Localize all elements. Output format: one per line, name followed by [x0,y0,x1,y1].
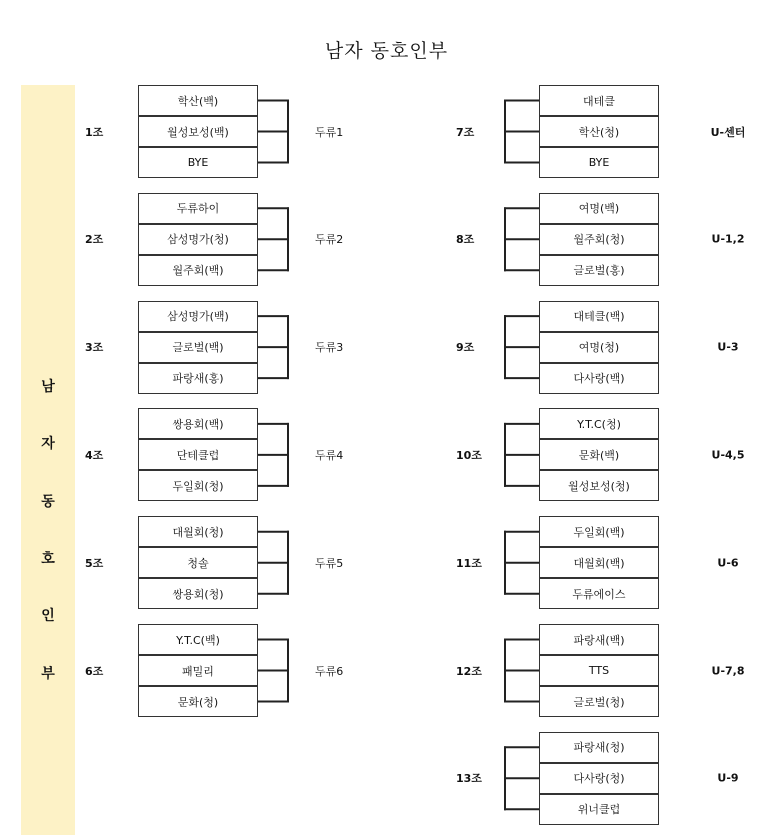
group-label: 12조 [456,664,482,678]
team-box: 문화(백) [539,439,659,470]
team-box: 월성보성(백) [138,116,258,147]
group-label: 10조 [456,448,482,462]
team-box: 삼성명가(백) [138,301,258,332]
group-label: 11조 [456,556,482,570]
team-box: 학산(백) [138,85,258,116]
side-label-char: 동 [41,494,55,510]
team-box: 여명(백) [539,193,659,224]
result-label: 두류1 [315,125,344,139]
team-box: 글로벌(백) [138,332,258,363]
side-label-char: 남 [41,379,55,395]
group-label: 9조 [456,341,475,355]
court-label: U-4,5 [711,448,745,462]
group-label: 7조 [456,125,475,139]
result-label: 두류5 [315,556,344,570]
result-label: 두류3 [315,341,344,355]
team-box: 월성보성(청) [539,470,659,501]
team-box: 두류에이스 [539,578,659,609]
team-box: 단테클럽 [138,439,258,470]
group-label: 5조 [85,556,104,570]
team-box: TTS [539,655,659,686]
group-label: 2조 [85,233,104,247]
side-label-char: 호 [41,551,55,567]
court-label: U-6 [717,556,739,570]
result-label: 두류6 [315,664,344,678]
team-box: Y.T.C(청) [539,408,659,439]
team-box: 월주회(청) [539,224,659,255]
team-box: 두류하이 [138,193,258,224]
side-label-char: 부 [41,666,55,682]
team-box: 대월회(백) [539,547,659,578]
result-label: 두류2 [315,233,344,247]
team-box: 파랑새(청) [539,732,659,763]
team-box: 대월회(청) [138,516,258,547]
court-label: U-3 [717,340,739,354]
team-box: 패밀리 [138,655,258,686]
court-label: U-7,8 [711,664,745,677]
team-box: 위너클럽 [539,794,659,825]
team-box: 대테클 [539,85,659,116]
team-box: 다사랑(백) [539,363,659,394]
team-box: BYE [138,147,258,178]
group-label: 3조 [85,341,104,355]
team-box: 월주회(백) [138,255,258,286]
team-box: 두일회(청) [138,470,258,501]
team-box: 글로벌(홍) [539,255,659,286]
group-label: 1조 [85,125,104,139]
team-box: 대테클(백) [539,301,659,332]
team-box: 문화(청) [138,686,258,717]
court-label: U-9 [717,771,739,785]
team-box: 쌍용회(백) [138,408,258,439]
team-box: Y.T.C(백) [138,624,258,655]
side-label-char: 인 [41,608,55,624]
team-box: 다사랑(청) [539,763,659,794]
court-label: U-센터 [710,125,746,139]
team-box: 삼성명가(청) [138,224,258,255]
court-label: U-1,2 [711,232,745,246]
group-label: 13조 [456,772,482,786]
page-title: 남자 동호인부 [324,40,449,62]
group-label: 4조 [85,448,104,462]
team-box: 두일회(백) [539,516,659,547]
group-label: 8조 [456,233,475,247]
side-label-char: 자 [41,436,55,452]
team-box: 글로벌(청) [539,686,659,717]
team-box: 파랑새(홍) [138,363,258,394]
team-box: BYE [539,147,659,178]
team-box: 청솔 [138,547,258,578]
team-box: 학산(청) [539,116,659,147]
team-box: 파랑새(백) [539,624,659,655]
team-box: 쌍용회(청) [138,578,258,609]
group-label: 6조 [85,664,104,678]
result-label: 두류4 [315,448,344,462]
team-box: 여명(청) [539,332,659,363]
